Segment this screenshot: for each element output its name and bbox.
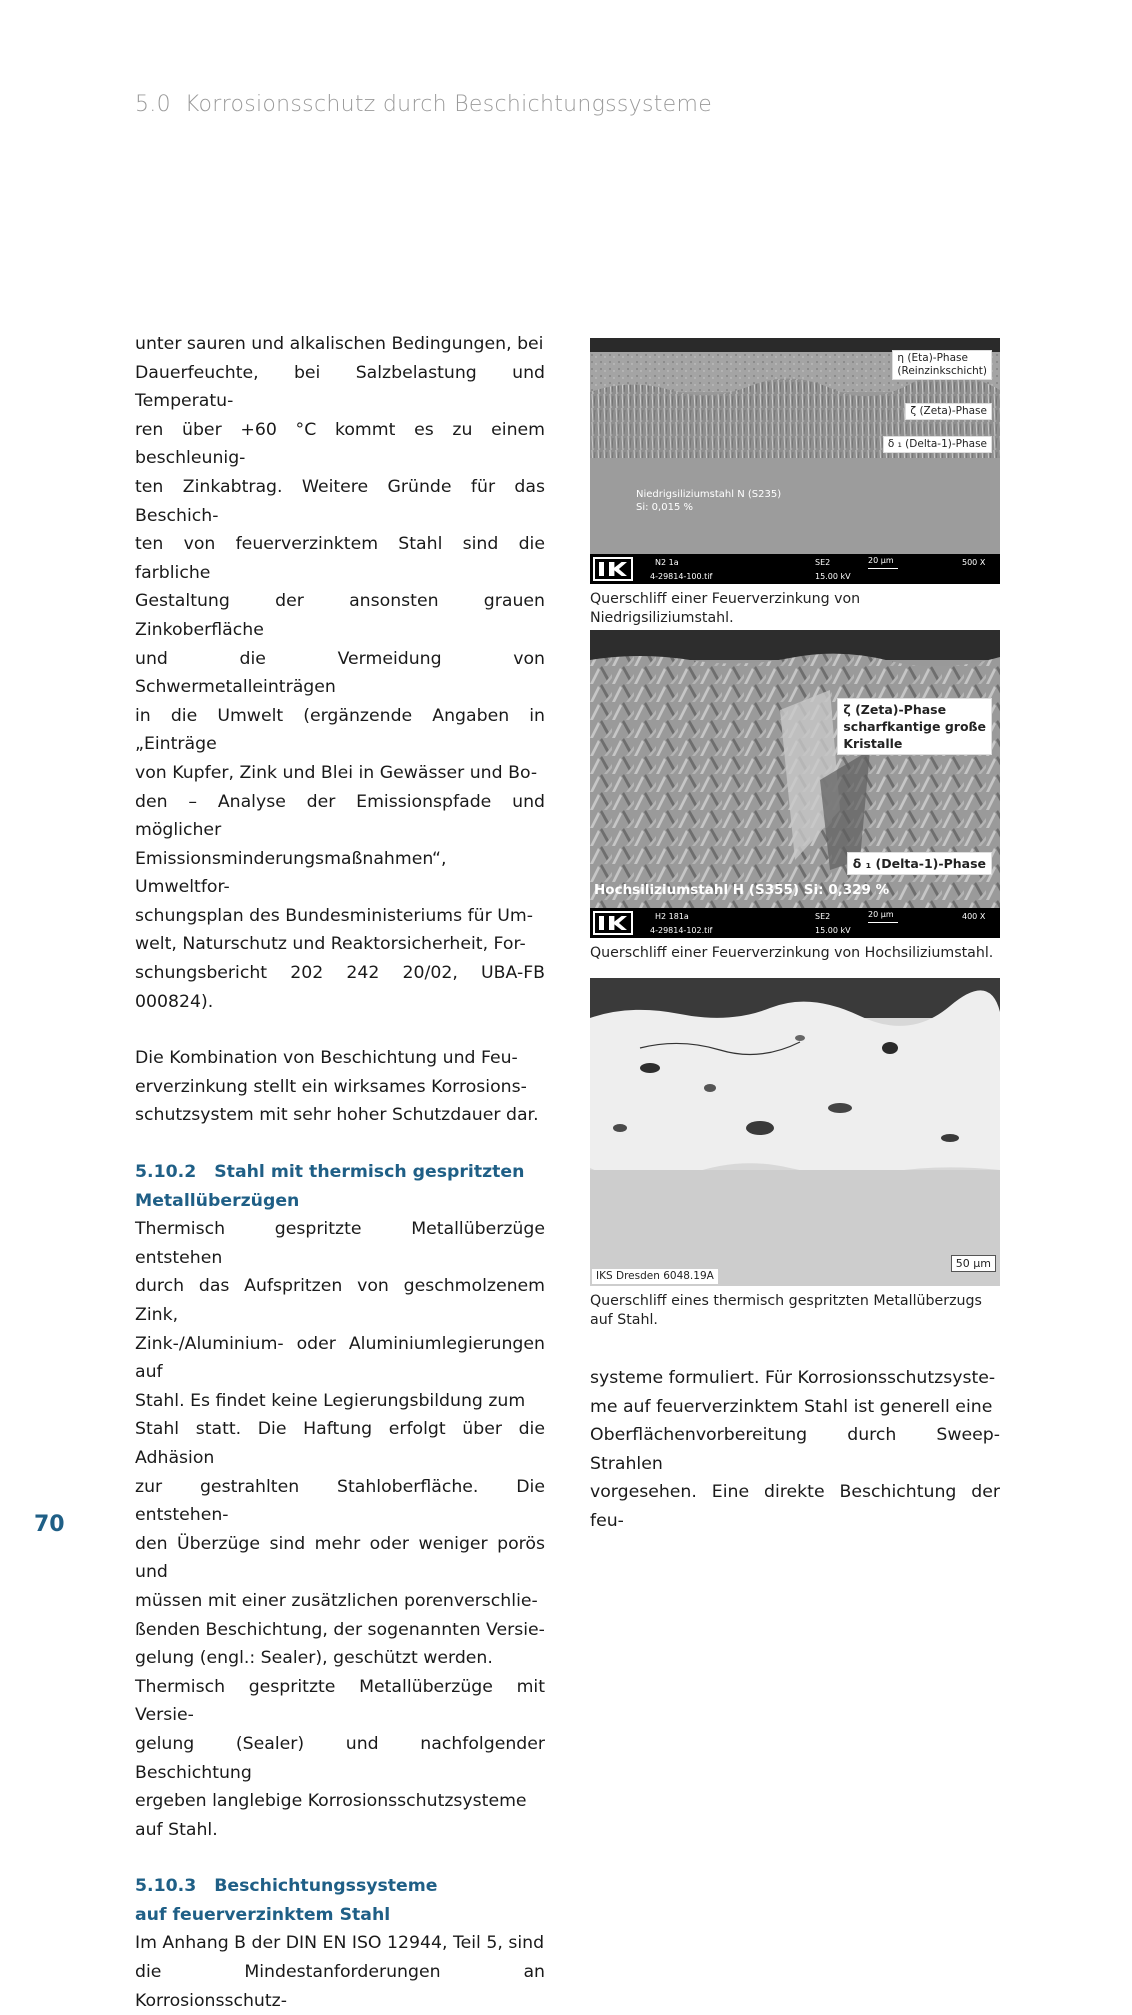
paragraph-din-en-iso: Im Anhang B der DIN EN ISO 12944, Teil 5, sind die Mindestanforderungen an Korrosionsschutz- xyxy=(135,1933,545,2011)
left-column-body xyxy=(135,330,545,2015)
label-zeta-crystals: ζ (Zeta)-Phase scharfkantige große Kristalle xyxy=(837,698,992,755)
overlay-steel-type: Hochsiliziumstahl H (S355) Si: 0,329 % xyxy=(594,882,890,898)
figure-thermal-spray xyxy=(590,978,1000,1330)
iks-watermark: IKS Dresden 6048.19A xyxy=(592,1269,718,1284)
overlay-steel-type: Niedrigsiliziumstahl N (S235) Si: 0,015 % xyxy=(636,489,782,513)
right-column-body: systeme formuliert. Für Korrosionsschutzsyste- me auf feuerverzinktem Stahl ist generell eine Oberflächenvorbereitung durch Sweep-Strahlen vorgesehen. Eine direkte Beschichtung der feu- xyxy=(590,1368,1000,1531)
running-header xyxy=(135,92,712,117)
figure-low-silicon xyxy=(590,338,1000,628)
section-title: Korrosionsschutz durch Beschichtungssysteme xyxy=(184,92,713,117)
sem-info-bar: H2 181a 4-29814-102.tif SE2 15.00 kV 20 µm 400 X xyxy=(590,908,1000,938)
label-delta1-phase: δ ₁ (Delta-1)-Phase xyxy=(883,436,992,453)
figure-caption: Querschliff einer Feuerverzinkung von Niedrigsiliziumstahl. xyxy=(590,591,861,626)
label-eta-phase: η (Eta)-Phase (Reinzinkschicht) xyxy=(892,350,992,380)
sem-info-bar: N2 1a 4-29814-100.tif SE2 15.00 kV 20 µm 500 X xyxy=(590,554,1000,584)
micrograph-thermal-spray-image xyxy=(590,978,1000,1286)
scale-bar xyxy=(868,922,898,923)
iks-logo xyxy=(593,911,633,935)
paragraph-thermal-spray: Thermisch gespritzte Metallüberzüge entstehen durch das Aufspritzen von geschmolzenem Zink, Zink-/Aluminium- oder Aluminiumlegierungen auf Stahl. Es findet keine Legierungsbildung zum Stahl statt. Die Haftung erfolgt über die Adhäsion zur gestrahlten Stahloberfläche. Die entstehen- den Überzüge sind mehr oder weniger porös und müssen mit einer zusätzlichen porenverschlie- ßenden Beschichtung, der sogenannten Versie- gelung (engl.: Sealer), geschützt werden. Thermisch gespritzte Metallüberzüge mit Versie- gelung (Sealer) und nachfolgender Beschichtung ergeben langlebige Korrosionsschutzsysteme auf Stahl. xyxy=(135,1219,545,1840)
micrograph-thermal-spray xyxy=(590,978,1000,1286)
scale-bar xyxy=(868,568,898,569)
figure-caption: Querschliff eines thermisch gespritzten Metallüberzugs auf Stahl. xyxy=(590,1293,982,1328)
heading-5-10-3: 5.10.3 Beschichtungssysteme auf feuerverzinktem Stahl xyxy=(135,1876,438,1925)
section-number: 5.0 xyxy=(135,92,171,117)
label-delta1-phase: δ ₁ (Delta-1)-Phase xyxy=(847,852,992,875)
figure-caption: Querschliff einer Feuerverzinkung von Hochsiliziumstahl. xyxy=(590,945,994,961)
iks-logo xyxy=(593,557,633,581)
figure-high-silicon xyxy=(590,630,1000,963)
heading-5-10-2: 5.10.2 Stahl mit thermisch gespritzten Metallüberzügen xyxy=(135,1162,525,1211)
paragraph-intro: unter sauren und alkalischen Bedingungen, bei Dauerfeuchte, bei Salzbelastung und Temperatu- ren über +60 °C kommt es zu einem beschleunig- ten Zinkabtrag. Weitere Gründe für das Beschich- ten von feuerverzinktem Stahl sind die farbliche Gestaltung der ansonsten grauen Zinkoberfläche und die Vermeidung von Schwermetalleinträgen in die Umwelt (ergänzende Angaben in „Einträge von Kupfer, Zink und Blei in Gewässer und Bo- den – Analyse der Emissionspfade und möglicher Emissionsminderungsmaßnahmen“, Umweltfor- schungsplan des Bundesministeriums für Um- welt, Naturschutz und Reaktorsicherheit, For- schungsbericht 202 242 20/02, UBA-FB 000824). xyxy=(135,334,545,1012)
page-number: 70 xyxy=(34,1512,65,1537)
micrograph-high-silicon xyxy=(590,630,1000,938)
scale-label: 50 µm xyxy=(951,1255,996,1272)
paragraph-combination: Die Kombination von Beschichtung und Feu- erverzinkung stellt ein wirksames Korrosions- schutzsystem mit sehr hoher Schutzdauer dar. xyxy=(135,1048,539,1126)
micrograph-low-silicon xyxy=(590,338,1000,584)
label-zeta-phase: ζ (Zeta)-Phase xyxy=(905,403,992,420)
